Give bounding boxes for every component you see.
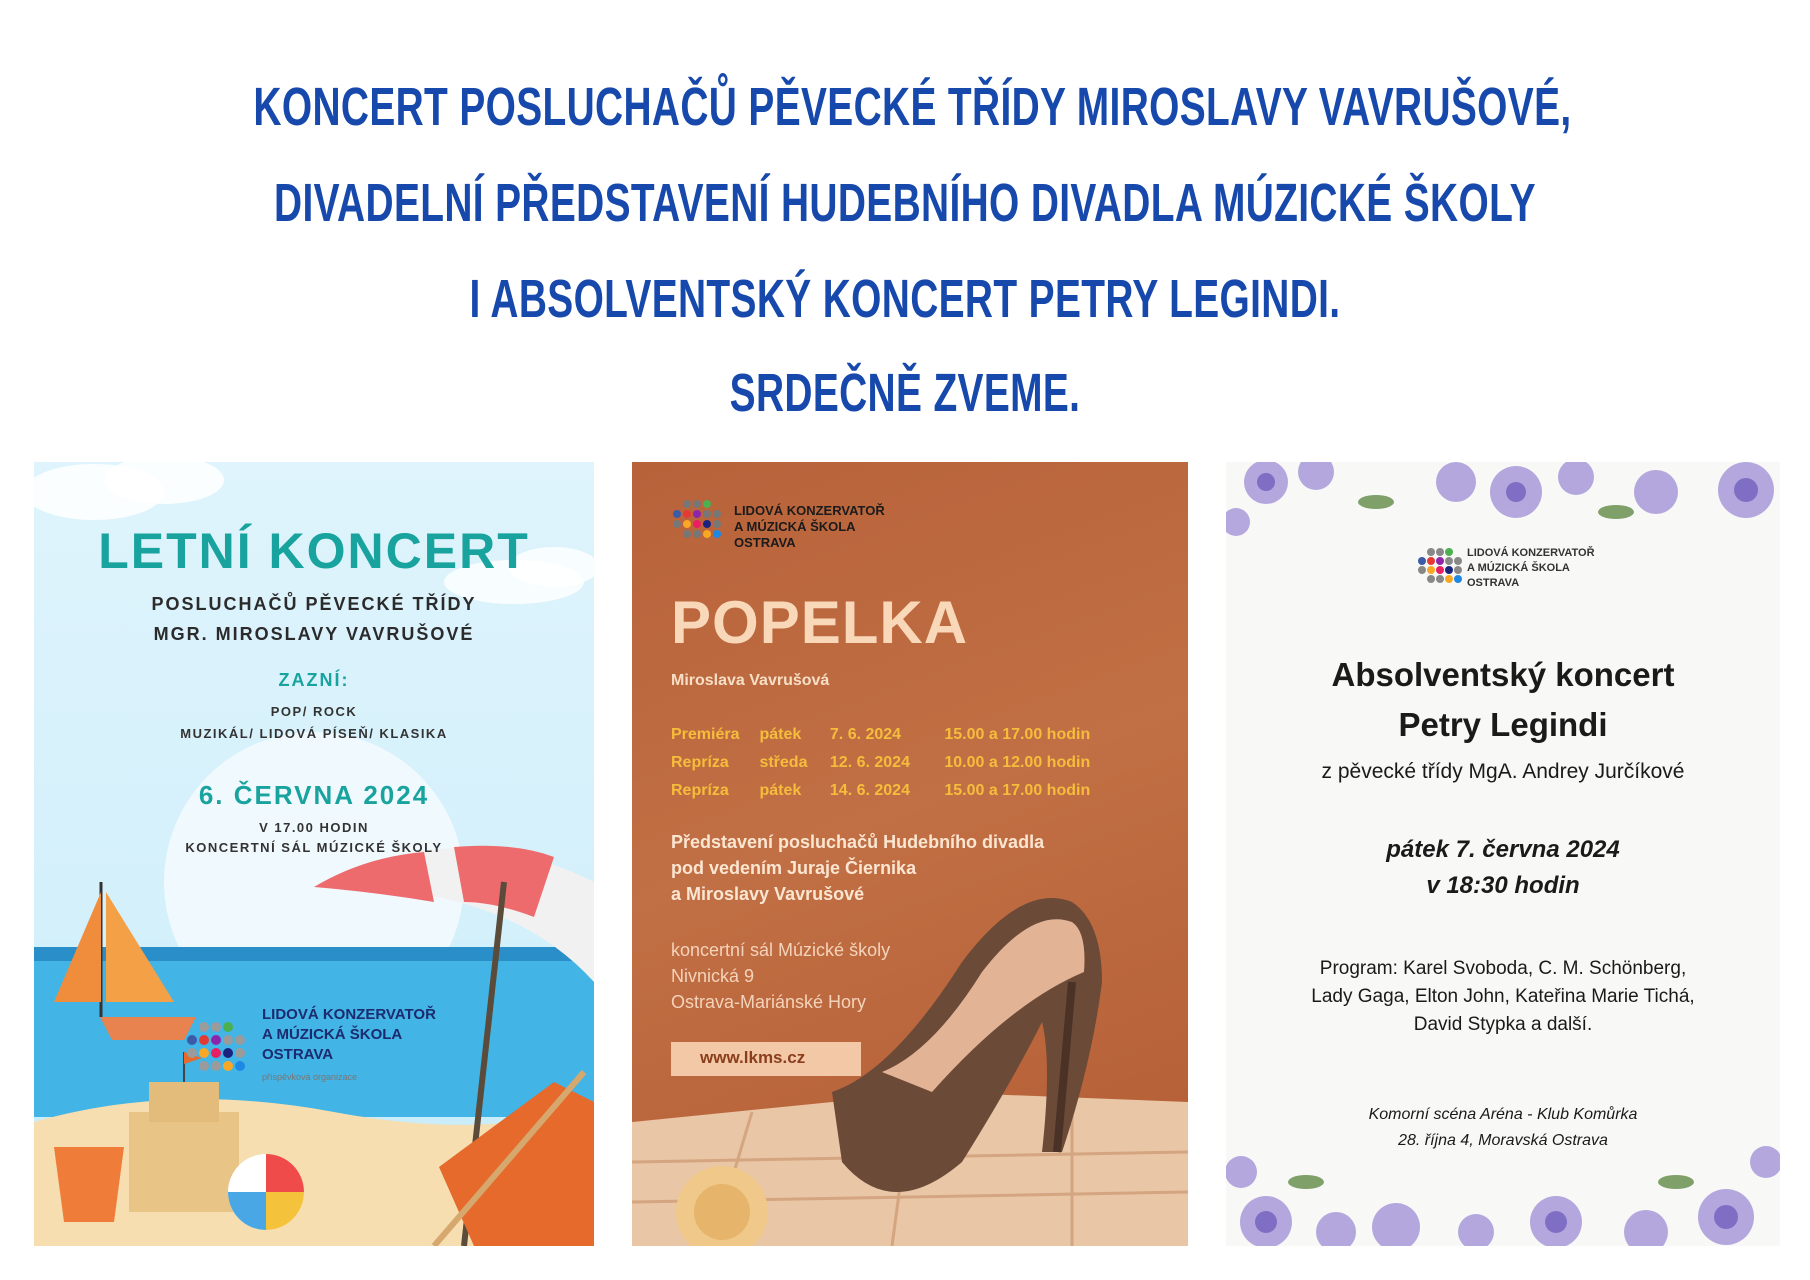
summer-concert-poster [34, 462, 594, 1246]
popelka-web-link[interactable]: www.lkms.cz [700, 1048, 806, 1067]
popelka-logo-line-1: LIDOVÁ KONZERVATOŘ [734, 503, 885, 518]
schedule-type: Repríza [671, 782, 729, 799]
summer-venue: KONCERTNÍ SÁL MÚZICKÉ ŠKOLY [185, 840, 443, 855]
absolvent-subtitle: z pěvecké třídy MgA. Andrey Jurčíkové [1321, 760, 1685, 783]
popelka-desc-2: pod vedením Juraje Čiernika [671, 858, 917, 878]
absolvent-venue-1: Komorní scéna Aréna - Klub Komůrka [1368, 1106, 1638, 1123]
summer-subtitle-2: MGR. MIROSLAVY VAVRUŠOVÉ [153, 624, 475, 644]
headline-line-2: DIVADELNÍ PŘEDSTAVENÍ HUDEBNÍHO DIVADLA MÚZICKÉ ŠKOLY [274, 173, 1536, 233]
headline-line-3: I ABSOLVENTSKÝ KONCERT PETRY LEGINDI. [469, 269, 1341, 329]
schedule-date: 12. 6. 2024 [829, 754, 910, 771]
summer-logo-line-3: OSTRAVA [262, 1046, 334, 1063]
schedule-type: Repríza [671, 754, 729, 771]
summer-date: 6. ČERVNA 2024 [198, 780, 430, 810]
schedule-date: 7. 6. 2024 [829, 726, 902, 743]
absolvent-title-2: Petry Legindi [1398, 706, 1608, 743]
headline-line-1: KONCERT POSLUCHAČŮ PĚVECKÉ TŘÍDY MIROSLAVY VAVRUŠOVÉ, [253, 77, 1572, 137]
summer-genres-1: POP/ ROCK [270, 704, 358, 719]
popelka-logo-line-3: OSTRAVA [734, 535, 796, 550]
schedule-time: 15.00 a 17.00 hodin [944, 726, 1091, 743]
summer-logo-line-1: LIDOVÁ KONZERVATOŘ [262, 1006, 436, 1023]
schedule-time: 10.00 a 12.00 hodin [944, 754, 1091, 771]
absolvent-venue-2: 28. října 4, Moravská Ostrava [1398, 1132, 1608, 1149]
absolvent-time: v 18:30 hodin [1426, 872, 1580, 899]
summer-logo-line-2: A MÚZICKÁ ŠKOLA [262, 1026, 403, 1043]
graduation-concert-poster [1226, 462, 1780, 1246]
absolvent-title-1: Absolventský koncert [1331, 656, 1675, 693]
schedule-row [671, 754, 1090, 772]
absolvent-program-3: David Stypka a další. [1413, 1014, 1593, 1035]
popelka-title: POPELKA [671, 589, 969, 656]
schedule-date: 14. 6. 2024 [829, 782, 910, 799]
school-logo-dots [1418, 548, 1462, 583]
shoe-illustration [632, 462, 1188, 1246]
summer-title: LETNÍ KONCERT [98, 523, 530, 579]
schedule-row [671, 782, 1090, 800]
school-logo-dots [673, 500, 721, 538]
schedule-day: středa [759, 754, 808, 771]
summer-subtitle-1: POSLUCHAČŮ PĚVECKÉ TŘÍDY [151, 594, 477, 614]
schedule-day: pátek [759, 726, 802, 743]
popelka-author: Miroslava Vavrušová [671, 672, 830, 689]
schedule-row [671, 726, 1090, 744]
popelka-desc-3: a Miroslavy Vavrušové [671, 884, 865, 904]
summer-time: V 17.00 HODIN [259, 820, 369, 835]
popelka-venue-3: Ostrava-Mariánské Hory [671, 992, 867, 1012]
popelka-venue-1: koncertní sál Múzické školy [671, 940, 891, 960]
absolvent-logo-line-2: A MÚZICKÁ ŠKOLA [1467, 562, 1570, 574]
popelka-venue-2: Nivnická 9 [671, 966, 755, 986]
summer-logo-org: příspěvková organizace [262, 1072, 358, 1082]
popelka-logo-line-2: A MÚZICKÁ ŠKOLA [734, 519, 856, 534]
schedule-time: 15.00 a 17.00 hodin [944, 782, 1091, 799]
absolvent-program-1: Program: Karel Svoboda, C. M. Schönberg, [1319, 958, 1687, 979]
absolvent-program-2: Lady Gaga, Elton John, Kateřina Marie Tichá, [1311, 986, 1695, 1007]
absolvent-logo-line-1: LIDOVÁ KONZERVATOŘ [1467, 547, 1595, 559]
popelka-desc-1: Představení posluchačů Hudebního divadla [671, 832, 1045, 852]
popelka-poster [632, 462, 1188, 1246]
summer-zazni: ZAZNÍ: [278, 670, 350, 690]
schedule-type: Premiéra [671, 726, 740, 743]
schedule-day: pátek [759, 782, 802, 799]
headline-line-4: SRDEČNĚ ZVEME. [729, 363, 1081, 423]
summer-genres-2: MUZIKÁL/ LIDOVÁ PÍSEŇ/ KLASIKA [180, 726, 448, 741]
absolvent-logo-line-3: OSTRAVA [1467, 577, 1520, 589]
absolvent-date: pátek 7. června 2024 [1386, 836, 1620, 863]
